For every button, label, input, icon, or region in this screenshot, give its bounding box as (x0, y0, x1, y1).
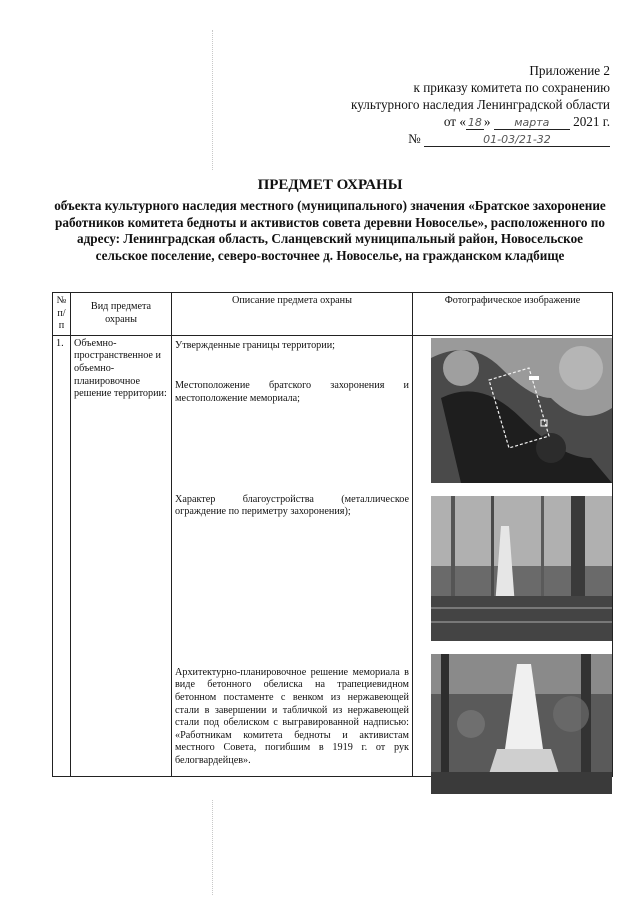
table-header-row (53, 293, 613, 336)
page-fold-line-top (212, 30, 213, 170)
description-item: Местоположение братского захоронения и местоположение мемориала; (175, 380, 409, 404)
appendix-date-line (351, 113, 610, 130)
aerial-site-photo (431, 338, 612, 483)
date-prefix: от « (443, 114, 466, 129)
number-label: № (408, 131, 421, 146)
header-description: Описание предмета охраны (172, 293, 413, 336)
date-year: 2021 г. (573, 114, 610, 129)
header-num: № п/п (53, 293, 71, 336)
description-item: Характер благоустройства (металлическое ограждение по периметру захоронения); (175, 493, 409, 518)
appendix-title: Приложение 2 (529, 63, 610, 78)
appendix-order-line: к приказу комитета по сохранению (413, 80, 610, 95)
description-item: Архитектурно-планировочное решение мемориала в виде бетонного обелиска на трапециевидном бетонном постаменте с венком из нержавеющей стали в завершении и табличкой из нержавеющей стали под обелиском с выгравированной надписью: «Работникам комитета бедноты и активистам местного Совета, погибшим в 1919 г. от рук белогвардейцев». (175, 666, 409, 766)
row-photos (413, 335, 613, 776)
order-number: 01-03/21-32 (424, 133, 610, 147)
row-number: 1. (53, 335, 71, 776)
row-descriptions (172, 335, 413, 776)
appendix-header (351, 62, 610, 147)
header-kind: Вид предмета охраны (71, 293, 172, 336)
document-subtitle: объекта культурного наследия местного (муниципального) значения «Братское захоронение работников комитета бедноты и активистов совета деревни Новоселье», расположенного по адресу: Ленинградская область, Сланцевский муниципальный район, Новосельское сельское поселение, северо-восточнее д. Новоселье, на гражданском кладбище (54, 198, 606, 263)
obelisk-photo (431, 654, 612, 794)
date-day: 18 (467, 116, 482, 129)
document-title-block (50, 177, 610, 264)
forest-fence-photo (431, 496, 612, 641)
appendix-committee-line: культурного наследия Ленинградской области (351, 97, 610, 112)
date-month: марта (494, 116, 570, 130)
protection-subject-table (52, 292, 613, 777)
appendix-number-line (351, 130, 610, 147)
date-mid: » (483, 114, 491, 129)
row-kind: Объемно-пространственное и объемно-планировочное решение территории: (71, 335, 172, 776)
header-photo: Фотографическое изображение (413, 293, 613, 336)
page-fold-line-bottom (212, 800, 213, 895)
table-row (53, 335, 613, 776)
description-item: Утвержденные границы территории; (175, 339, 335, 351)
document-heading: ПРЕДМЕТ ОХРАНЫ (257, 177, 403, 193)
